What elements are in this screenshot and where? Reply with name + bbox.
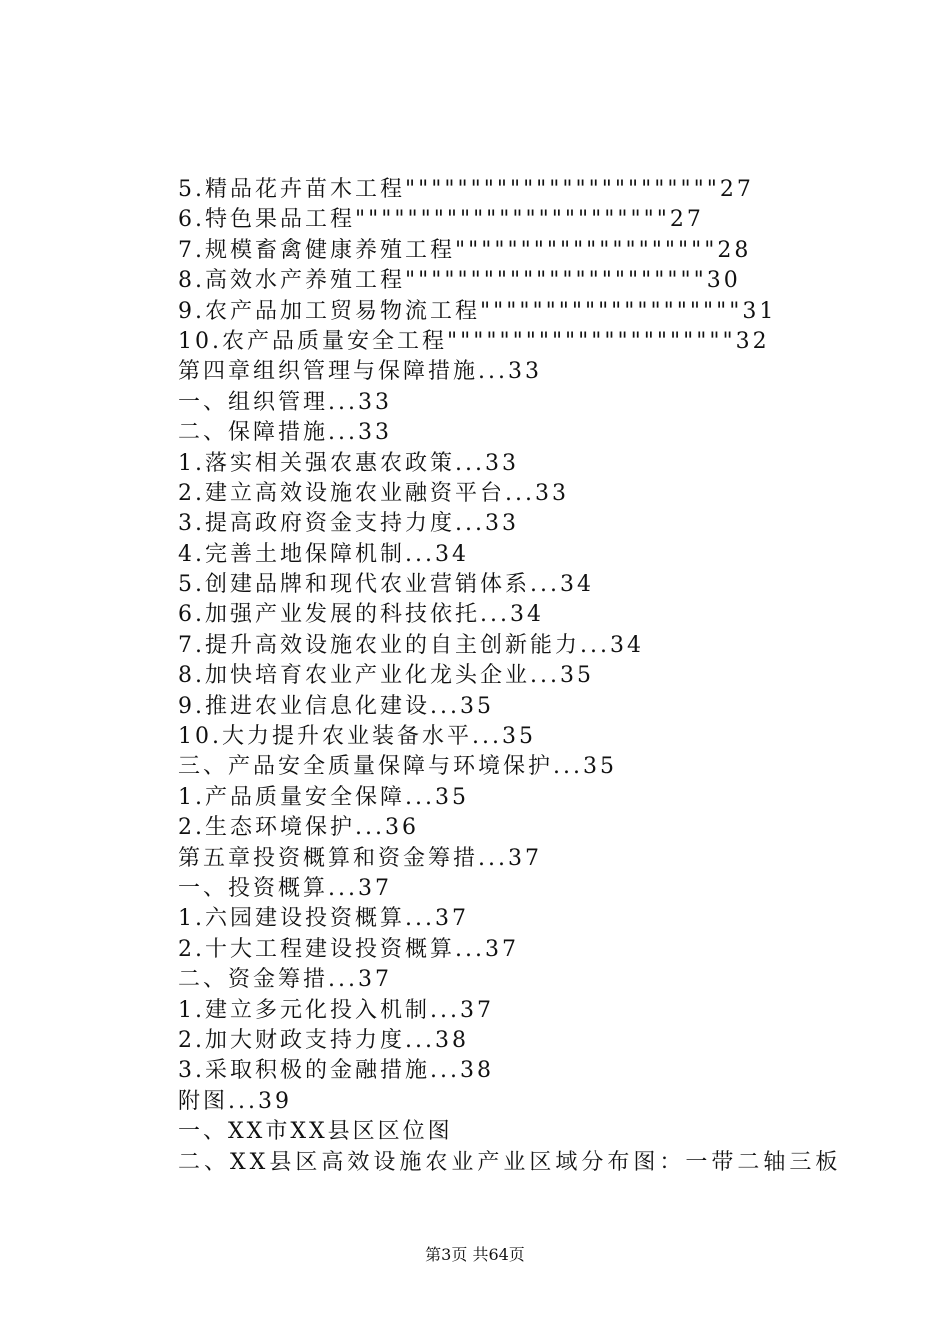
toc-entry: 5.创建品牌和现代农业营销体系...34 (178, 572, 594, 598)
toc-appendix-heading: 附图...39 (178, 1088, 292, 1114)
toc-section-heading: 一、组织管理...33 (178, 389, 392, 415)
toc-section-heading: 二、保障措施...33 (178, 420, 392, 446)
toc-entry: 10.大力提升农业装备水平...35 (178, 724, 536, 750)
toc-section-heading: 一、投资概算...37 (178, 875, 392, 901)
toc-entry: 6.特色果品工程""""""""""""""""""""""""27 (178, 207, 704, 233)
table-of-contents (178, 175, 878, 1178)
page-footer: 第3页 共64页 (425, 1245, 525, 1264)
toc-entry: 2.十大工程建设投资概算...37 (178, 936, 519, 962)
toc-entry: 1.产品质量安全保障...35 (178, 784, 469, 810)
toc-entry: 8.高效水产养殖工程"""""""""""""""""""""""30 (178, 268, 741, 294)
toc-entry: 2.生态环境保护...36 (178, 815, 419, 841)
toc-entry: 5.精品花卉苗木工程""""""""""""""""""""""""27 (178, 177, 754, 202)
toc-entry: 3.提高政府资金支持力度...33 (178, 511, 519, 537)
toc-entry: 二、XX县区高效设施农业产业区域分布图：一带二轴三板 (178, 1149, 842, 1175)
toc-entry: 1.落实相关强农惠农政策...33 (178, 450, 519, 476)
toc-chapter-heading: 第四章组织管理与保障措施...33 (178, 359, 542, 385)
toc-entry: 10.农产品质量安全工程""""""""""""""""""""""32 (178, 328, 770, 354)
toc-chapter-heading: 第五章投资概算和资金筹措...37 (178, 845, 542, 871)
toc-entry: 8.加快培育农业产业化龙头企业...35 (178, 663, 594, 689)
toc-entry: 一、XX市XX县区区位图 (178, 1119, 453, 1145)
toc-entry: 9.推进农业信息化建设...35 (178, 693, 494, 719)
toc-entry: 2.加大财政支持力度...38 (178, 1027, 469, 1053)
toc-entry: 9.农产品加工贸易物流工程""""""""""""""""""""31 (178, 298, 777, 324)
toc-entry: 7.规模畜禽健康养殖工程""""""""""""""""""""28 (178, 237, 752, 263)
toc-entry: 1.建立多元化投入机制...37 (178, 997, 494, 1023)
toc-entry: 4.完善土地保障机制...34 (178, 541, 469, 567)
toc-entry: 2.建立高效设施农业融资平台...33 (178, 480, 569, 506)
toc-section-heading: 三、产品安全质量保障与环境保护...35 (178, 754, 617, 780)
toc-section-heading: 二、资金筹措...37 (178, 967, 392, 993)
toc-entry: 3.采取积极的金融措施...38 (178, 1058, 494, 1084)
toc-entry: 6.加强产业发展的科技依托...34 (178, 602, 544, 628)
toc-entry: 1.六园建设投资概算...37 (178, 906, 469, 932)
toc-entry: 7.提升高效设施农业的自主创新能力...34 (178, 632, 644, 658)
